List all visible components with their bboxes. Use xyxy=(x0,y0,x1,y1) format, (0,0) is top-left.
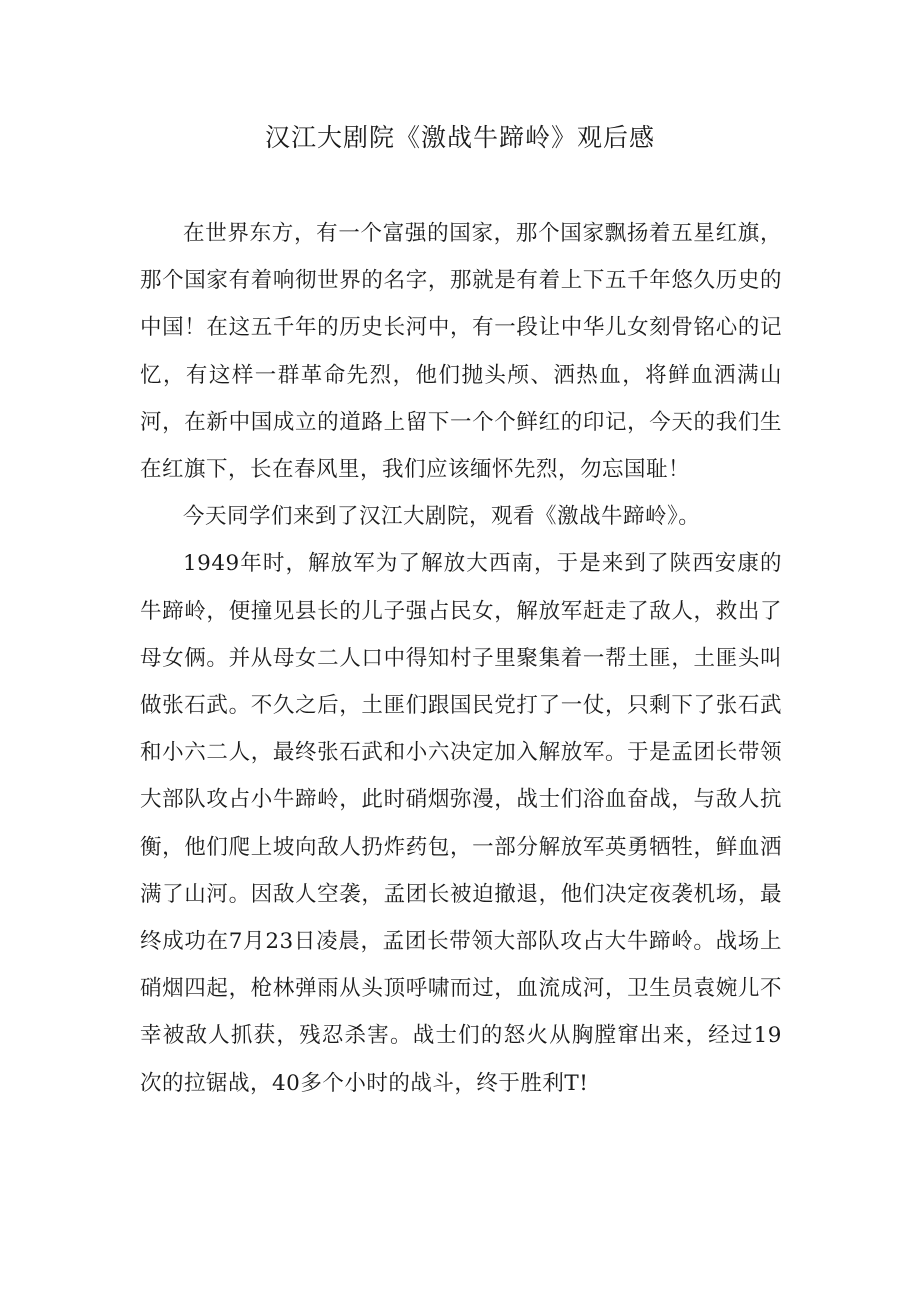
paragraph-visit: 今天同学们来到了汉江大剧院，观看《激战牛蹄岭》。 xyxy=(183,504,701,530)
document-title: 汉江大剧院《激战牛蹄岭》观后感 xyxy=(264,123,655,152)
document-body xyxy=(140,210,782,1107)
paragraph-intro: 在世界东方，有一个富强的国家，那个国家飘扬着五星红旗，那个国家有着响彻世界的名字，那就是有着上下五千年悠久历史的中国！在这五千年的历史长河中，有一段让中华儿女刻骨铭心的记忆，有这样一群革命先烈，他们抛头颅、洒热血，将鲜血洒满山河，在新中国成立的道路上留下一个个鲜红的印记，今天的我们生在红旗下，长在春风里，我们应该缅怀先烈，勿忘国耻！ xyxy=(140,221,782,483)
paragraph-story: 1949年时，解放军为了解放大西南，于是来到了陕西安康的牛蹄岭，便撞见县长的儿子强占民女，解放军赶走了敌人，救出了母女俩。并从母女二人口中得知村子里聚集着一帮土匪，土匪头叫做张石武。不久之后，土匪们跟国民党打了一仗，只剩下了张石武和小六二人，最终张石武和小六决定加入解放军。于是孟团长带领大部队攻占小牛蹄岭，此时硝烟弥漫，战士们浴血奋战，与敌人抗衡，他们爬上坡向敌人扔炸药包，一部分解放军英勇牺牲，鲜血洒满了山河。因敌人空袭，孟团长被迫撤退，他们决定夜袭机场，最终成功在7月23日凌晨，孟团长带领大部队攻占大牛蹄岭。战场上硝烟四起，枪林弹雨从头顶呼啸而过，血流成河，卫生员袁婉儿不幸被敌人抓获，残忍杀害。战士们的怒火从胸膛窜出来，经过19次的拉锯战，40多个小时的战斗，终于胜利T! xyxy=(140,551,782,1096)
